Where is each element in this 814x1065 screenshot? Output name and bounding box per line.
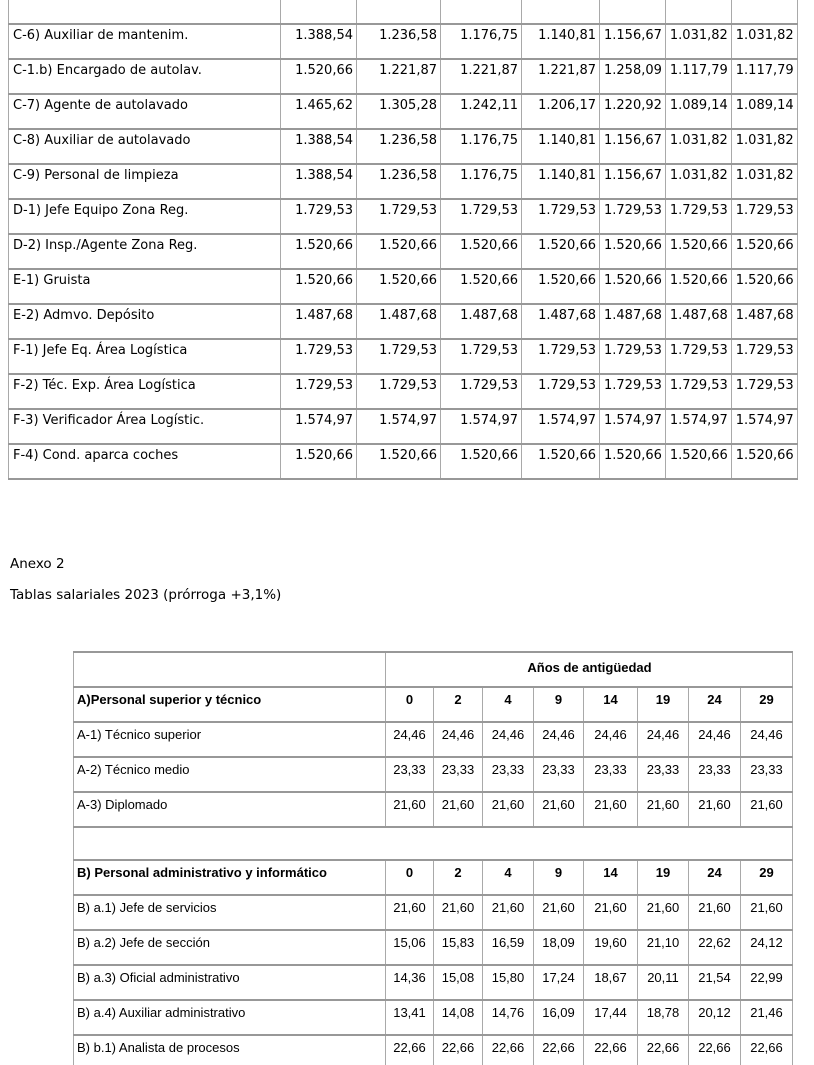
salary-value: 1.487,68 — [665, 304, 731, 339]
table-row — [74, 757, 793, 792]
salary-value: 1.520,66 — [281, 269, 357, 304]
salary-value: 1.242,11 — [441, 94, 522, 129]
salary-value: 1.729,53 — [522, 199, 600, 234]
salary-value: 1.574,97 — [522, 409, 600, 444]
category-label: F-3) Verificador Área Logístic. — [9, 409, 281, 444]
rate-value: 23,33 — [741, 757, 793, 792]
table-row — [74, 722, 793, 757]
salary-value: 1.031,82 — [665, 129, 731, 164]
salary-value: 1.520,66 — [731, 444, 797, 479]
salary-value: 1.156,67 — [600, 129, 666, 164]
salary-value: 1.520,66 — [731, 234, 797, 269]
salary-value: 1.031,82 — [665, 164, 731, 199]
salary-value: 1.520,66 — [441, 269, 522, 304]
salary-value: 1.388,54 — [281, 24, 357, 59]
salary-value: 1.520,66 — [357, 234, 441, 269]
rate-value: 21,60 — [434, 792, 483, 827]
rate-value: 21,60 — [386, 895, 434, 930]
category-label: D-1) Jefe Equipo Zona Reg. — [9, 199, 281, 234]
rate-value: 23,33 — [534, 757, 584, 792]
section-header-row — [74, 860, 793, 895]
rate-value: 22,66 — [534, 1035, 584, 1065]
salary-value: 1.031,82 — [731, 129, 797, 164]
table-row — [9, 269, 798, 304]
cutoff-cell — [357, 0, 441, 24]
category-label: C-6) Auxiliar de mantenim. — [9, 24, 281, 59]
year-column-header: 0 — [386, 860, 434, 895]
salary-table-previous-year — [8, 0, 798, 480]
category-label: C-9) Personal de limpieza — [9, 164, 281, 199]
category-label: B) a.1) Jefe de servicios — [74, 895, 386, 930]
table-row — [74, 965, 793, 1000]
salary-value: 1.221,87 — [441, 59, 522, 94]
rate-value: 16,59 — [483, 930, 534, 965]
salary-value: 1.520,66 — [281, 444, 357, 479]
salary-value: 1.729,53 — [665, 374, 731, 409]
rate-value: 20,12 — [689, 1000, 741, 1035]
section-header-label: B) Personal administrativo y informático — [74, 860, 386, 895]
category-label: B) a.3) Oficial administrativo — [74, 965, 386, 1000]
salary-value: 1.236,58 — [357, 129, 441, 164]
table-row — [9, 24, 798, 59]
category-label: F-4) Cond. aparca coches — [9, 444, 281, 479]
salary-value: 1.729,53 — [731, 374, 797, 409]
rate-value: 23,33 — [483, 757, 534, 792]
salary-value: 1.487,68 — [441, 304, 522, 339]
salary-value: 1.520,66 — [600, 269, 666, 304]
section-header-row — [74, 687, 793, 722]
year-column-header: 14 — [584, 687, 638, 722]
salary-value: 1.520,66 — [281, 59, 357, 94]
salary-value: 1.520,66 — [665, 444, 731, 479]
salary-value: 1.487,68 — [522, 304, 600, 339]
salary-value: 1.487,68 — [281, 304, 357, 339]
salary-value: 1.206,17 — [522, 94, 600, 129]
salary-value: 1.520,66 — [441, 444, 522, 479]
salary-value: 1.220,92 — [600, 94, 666, 129]
table-row — [74, 895, 793, 930]
year-column-header: 4 — [483, 860, 534, 895]
salary-value: 1.574,97 — [441, 409, 522, 444]
salary-value: 1.140,81 — [522, 164, 600, 199]
rate-value: 23,33 — [434, 757, 483, 792]
rate-value: 18,09 — [534, 930, 584, 965]
rate-value: 21,46 — [741, 1000, 793, 1035]
rate-value: 18,67 — [584, 965, 638, 1000]
category-label: E-1) Gruista — [9, 269, 281, 304]
rate-value: 21,60 — [534, 895, 584, 930]
salary-value: 1.729,53 — [665, 339, 731, 374]
salary-value: 1.388,54 — [281, 129, 357, 164]
rate-value: 24,46 — [534, 722, 584, 757]
salary-value: 1.520,66 — [665, 269, 731, 304]
salary-value: 1.388,54 — [281, 164, 357, 199]
salary-value: 1.487,68 — [731, 304, 797, 339]
salary-value: 1.236,58 — [357, 164, 441, 199]
salary-value: 1.729,53 — [600, 374, 666, 409]
salary-value: 1.729,53 — [665, 199, 731, 234]
salary-value: 1.729,53 — [731, 339, 797, 374]
salary-value: 1.574,97 — [600, 409, 666, 444]
salary-value: 1.520,66 — [441, 234, 522, 269]
rate-value: 24,46 — [584, 722, 638, 757]
rate-value: 22,66 — [689, 1035, 741, 1065]
year-column-header: 19 — [638, 687, 689, 722]
rate-value: 15,08 — [434, 965, 483, 1000]
rate-value: 24,46 — [434, 722, 483, 757]
rate-value: 20,11 — [638, 965, 689, 1000]
cutoff-cell — [441, 0, 522, 24]
spacer-cell — [74, 827, 793, 860]
rate-value: 16,09 — [534, 1000, 584, 1035]
salary-value: 1.089,14 — [731, 94, 797, 129]
salary-value: 1.031,82 — [665, 24, 731, 59]
cutoff-cell — [9, 0, 281, 24]
salary-value: 1.140,81 — [522, 129, 600, 164]
salary-value: 1.729,53 — [281, 374, 357, 409]
salary-value: 1.729,53 — [441, 199, 522, 234]
rate-value: 15,80 — [483, 965, 534, 1000]
salary-value: 1.089,14 — [665, 94, 731, 129]
anexo-heading: Anexo 2 — [10, 556, 65, 572]
category-label: B) b.1) Analista de procesos — [74, 1035, 386, 1065]
rate-value: 19,60 — [584, 930, 638, 965]
category-label: C-7) Agente de autolavado — [9, 94, 281, 129]
category-label: C-8) Auxiliar de autolavado — [9, 129, 281, 164]
salary-value: 1.729,53 — [441, 339, 522, 374]
rate-value: 21,60 — [434, 895, 483, 930]
rate-value: 14,76 — [483, 1000, 534, 1035]
salary-value: 1.176,75 — [441, 24, 522, 59]
rate-value: 22,66 — [386, 1035, 434, 1065]
table-row — [9, 374, 798, 409]
cutoff-cell — [522, 0, 600, 24]
year-column-header: 9 — [534, 687, 584, 722]
salary-value: 1.520,66 — [600, 234, 666, 269]
year-column-header: 4 — [483, 687, 534, 722]
rate-value: 17,24 — [534, 965, 584, 1000]
salary-value: 1.574,97 — [665, 409, 731, 444]
salary-value: 1.117,79 — [665, 59, 731, 94]
category-label: F-2) Téc. Exp. Área Logística — [9, 374, 281, 409]
rate-value: 17,44 — [584, 1000, 638, 1035]
category-label: D-2) Insp./Agente Zona Reg. — [9, 234, 281, 269]
salary-value: 1.176,75 — [441, 129, 522, 164]
table-row — [9, 339, 798, 374]
salary-value: 1.520,66 — [522, 234, 600, 269]
table-row — [9, 304, 798, 339]
cutoff-cell — [281, 0, 357, 24]
salary-value: 1.465,62 — [281, 94, 357, 129]
rate-value: 18,78 — [638, 1000, 689, 1035]
salary-value: 1.520,66 — [281, 234, 357, 269]
salary-value: 1.729,53 — [522, 374, 600, 409]
category-label: B) a.4) Auxiliar administrativo — [74, 1000, 386, 1035]
spacer-row — [74, 827, 793, 860]
salary-value: 1.520,66 — [357, 444, 441, 479]
table-row — [74, 1000, 793, 1035]
salary-value: 1.520,66 — [522, 444, 600, 479]
rate-value: 15,06 — [386, 930, 434, 965]
salary-table-2023 — [73, 651, 793, 1065]
category-label: A-2) Técnico medio — [74, 757, 386, 792]
rate-value: 21,60 — [483, 792, 534, 827]
rate-value: 23,33 — [386, 757, 434, 792]
salary-value: 1.574,97 — [357, 409, 441, 444]
cutoff-cell — [665, 0, 731, 24]
section-header-label: A)Personal superior y técnico — [74, 687, 386, 722]
salary-value: 1.729,53 — [357, 339, 441, 374]
rate-value: 23,33 — [638, 757, 689, 792]
salary-value: 1.520,66 — [665, 234, 731, 269]
table-row — [74, 930, 793, 965]
rate-value: 21,60 — [584, 895, 638, 930]
salary-value: 1.221,87 — [522, 59, 600, 94]
rate-value: 22,62 — [689, 930, 741, 965]
cutoff-cell — [600, 0, 666, 24]
rate-value: 14,36 — [386, 965, 434, 1000]
table-row — [9, 234, 798, 269]
salary-value: 1.258,09 — [600, 59, 666, 94]
rate-value: 15,83 — [434, 930, 483, 965]
rate-value: 24,46 — [386, 722, 434, 757]
salary-value: 1.729,53 — [731, 199, 797, 234]
category-label: A-1) Técnico superior — [74, 722, 386, 757]
cutoff-row — [9, 0, 798, 24]
category-label: A-3) Diplomado — [74, 792, 386, 827]
rate-value: 24,46 — [741, 722, 793, 757]
salary-value: 1.236,58 — [357, 24, 441, 59]
rate-value: 21,54 — [689, 965, 741, 1000]
rate-value: 21,60 — [689, 792, 741, 827]
antiquity-header-row — [74, 652, 793, 687]
rate-value: 24,12 — [741, 930, 793, 965]
rate-value: 21,10 — [638, 930, 689, 965]
salary-value: 1.520,66 — [600, 444, 666, 479]
salary-value: 1.156,67 — [600, 164, 666, 199]
corner-cell — [74, 652, 386, 687]
year-column-header: 9 — [534, 860, 584, 895]
salary-value: 1.729,53 — [600, 339, 666, 374]
rate-value: 21,60 — [483, 895, 534, 930]
rate-value: 24,46 — [689, 722, 741, 757]
rate-value: 24,46 — [638, 722, 689, 757]
rate-value: 22,66 — [483, 1035, 534, 1065]
rate-value: 22,99 — [741, 965, 793, 1000]
salary-value: 1.729,53 — [357, 374, 441, 409]
rate-value: 22,66 — [584, 1035, 638, 1065]
salary-value: 1.729,53 — [441, 374, 522, 409]
salary-value: 1.520,66 — [731, 269, 797, 304]
salary-value: 1.729,53 — [600, 199, 666, 234]
year-column-header: 2 — [434, 687, 483, 722]
salary-value: 1.221,87 — [357, 59, 441, 94]
table-row — [74, 1035, 793, 1065]
table-title: Tablas salariales 2023 (prórroga +3,1%) — [10, 587, 282, 603]
salary-value: 1.574,97 — [731, 409, 797, 444]
year-column-header: 29 — [741, 860, 793, 895]
salary-value: 1.729,53 — [357, 199, 441, 234]
salary-value: 1.520,66 — [522, 269, 600, 304]
table-row — [9, 409, 798, 444]
rate-value: 24,46 — [483, 722, 534, 757]
salary-value: 1.729,53 — [522, 339, 600, 374]
table-row — [74, 792, 793, 827]
rate-value: 13,41 — [386, 1000, 434, 1035]
rate-value: 23,33 — [584, 757, 638, 792]
rate-value: 23,33 — [689, 757, 741, 792]
rate-value: 21,60 — [689, 895, 741, 930]
salary-value: 1.729,53 — [281, 339, 357, 374]
salary-value: 1.031,82 — [731, 164, 797, 199]
rate-value: 21,60 — [386, 792, 434, 827]
rate-value: 22,66 — [741, 1035, 793, 1065]
salary-value: 1.305,28 — [357, 94, 441, 129]
rate-value: 22,66 — [638, 1035, 689, 1065]
salary-value: 1.520,66 — [357, 269, 441, 304]
salary-value: 1.156,67 — [600, 24, 666, 59]
rate-value: 21,60 — [741, 792, 793, 827]
salary-value: 1.176,75 — [441, 164, 522, 199]
table-row — [9, 199, 798, 234]
rate-value: 21,60 — [584, 792, 638, 827]
rate-value: 22,66 — [434, 1035, 483, 1065]
cutoff-cell — [731, 0, 797, 24]
table-row — [9, 444, 798, 479]
rate-value: 21,60 — [534, 792, 584, 827]
salary-value: 1.031,82 — [731, 24, 797, 59]
year-column-header: 24 — [689, 687, 741, 722]
rate-value: 21,60 — [638, 792, 689, 827]
rate-value: 14,08 — [434, 1000, 483, 1035]
table-row — [9, 129, 798, 164]
table-row — [9, 94, 798, 129]
year-column-header: 0 — [386, 687, 434, 722]
category-label: E-2) Admvo. Depósito — [9, 304, 281, 339]
salary-value: 1.729,53 — [281, 199, 357, 234]
table-row — [9, 164, 798, 199]
category-label: C-1.b) Encargado de autolav. — [9, 59, 281, 94]
salary-value: 1.117,79 — [731, 59, 797, 94]
year-column-header: 2 — [434, 860, 483, 895]
year-column-header: 14 — [584, 860, 638, 895]
salary-value: 1.487,68 — [600, 304, 666, 339]
year-column-header: 19 — [638, 860, 689, 895]
rate-value: 21,60 — [638, 895, 689, 930]
salary-value: 1.487,68 — [357, 304, 441, 339]
year-column-header: 24 — [689, 860, 741, 895]
antiquity-header: Años de antigüedad — [386, 652, 793, 687]
year-column-header: 29 — [741, 687, 793, 722]
table-row — [9, 59, 798, 94]
salary-value: 1.140,81 — [522, 24, 600, 59]
category-label: F-1) Jefe Eq. Área Logística — [9, 339, 281, 374]
rate-value: 21,60 — [741, 895, 793, 930]
salary-value: 1.574,97 — [281, 409, 357, 444]
category-label: B) a.2) Jefe de sección — [74, 930, 386, 965]
